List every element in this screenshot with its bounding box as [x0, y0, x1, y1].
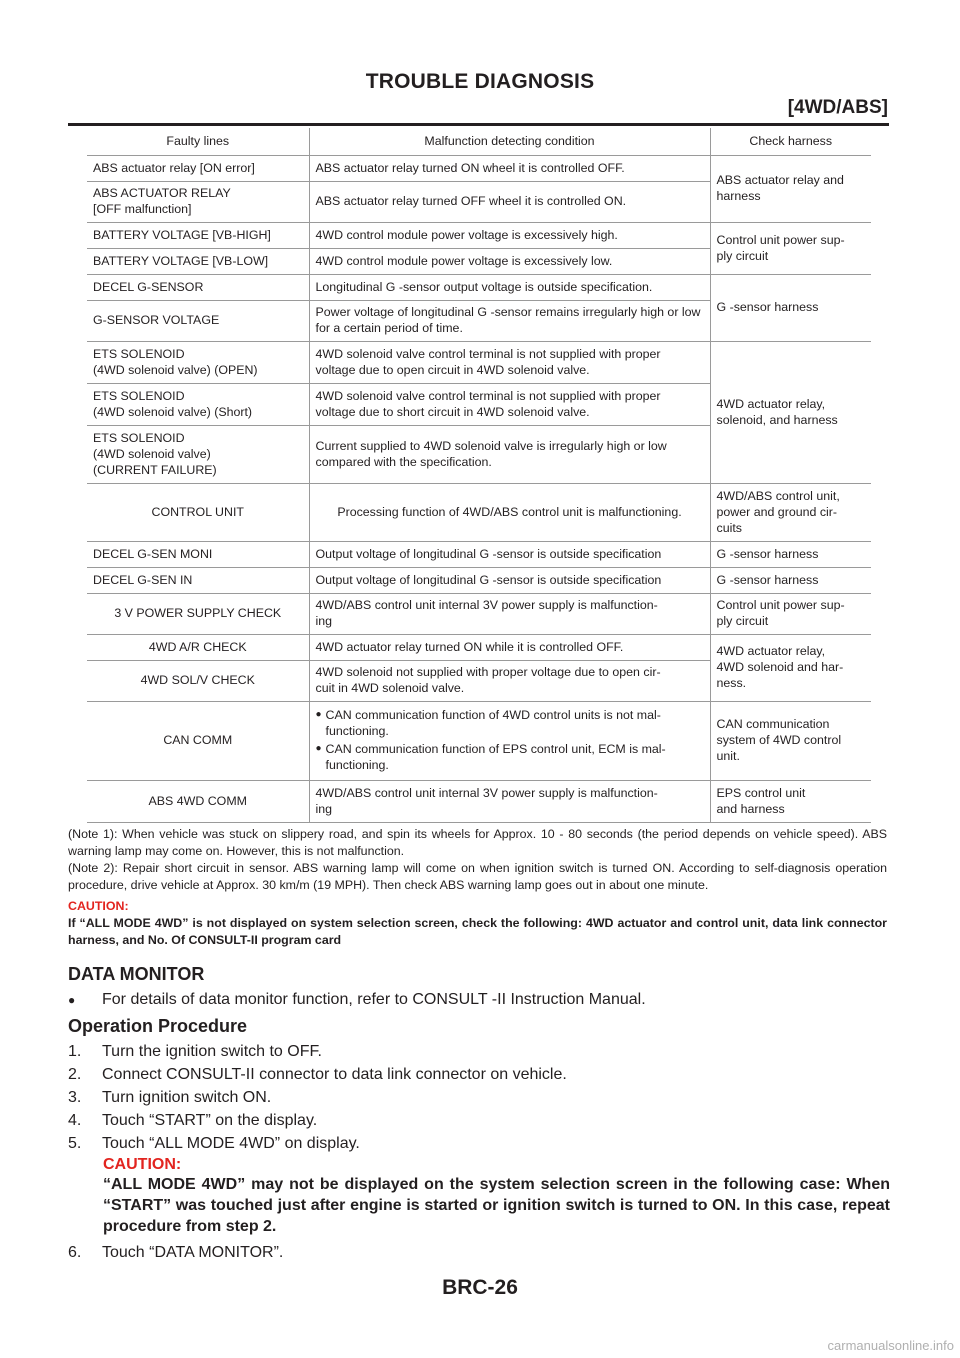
condition-cell: 4WD solenoid valve control terminal is not supplied with proper voltage due to short circuit in 4WD solenoid valve. [309, 384, 710, 426]
faulty-line-cell: DECEL G-SENSOR [87, 275, 309, 301]
page-number: BRC-26 [442, 1276, 518, 1299]
bullet-icon: ● [315, 743, 322, 754]
faulty-line-cell: ETS SOLENOID (4WD solenoid valve) (CURRENT FAILURE) [87, 426, 309, 484]
bullet-text: CAN communication function of 4WD control units is not mal- functioning. [325, 708, 661, 738]
condition-cell: 4WD/ABS control unit internal 3V power supply is malfunction- ing [309, 781, 710, 823]
condition-cell: Power voltage of longitudinal G -sensor remains irregularly high or low for a certain period of time. [309, 301, 710, 342]
table-row [87, 781, 871, 823]
table-row [87, 342, 871, 384]
watermark: carmanualsonline.info [827, 1338, 954, 1353]
column-header: Faulty lines [87, 128, 309, 156]
table-row [87, 275, 871, 301]
column-header: Check harness [710, 128, 871, 156]
step-text: Turn the ignition switch to OFF. [102, 1043, 322, 1060]
caution-label: CAUTION: [68, 899, 129, 913]
note-1: (Note 1): When vehicle was stuck on slippery road, and spin its wheels for Approx. 10 - 80 seconds (the period depends on vehicle speed). ABS warning lamp may come on. However, this is not malfunction. [68, 827, 887, 858]
condition-cell: 4WD solenoid not supplied with proper voltage due to open cir- cuit in 4WD solenoid valve. [309, 661, 710, 702]
check-harness-cell: G -sensor harness [710, 542, 871, 568]
check-harness-cell: 4WD actuator relay, 4WD solenoid and har- ness. [710, 635, 871, 702]
table-row [87, 156, 871, 182]
table-header-row [87, 128, 871, 156]
condition-cell: Output voltage of longitudinal G -sensor is outside specification [309, 568, 710, 594]
bullet-text: CAN communication function of EPS control unit, ECM is mal- functioning. [325, 742, 666, 772]
step-text: Turn ignition switch ON. [102, 1089, 272, 1106]
condition-cell: 4WD control module power voltage is excessively high. [309, 223, 710, 249]
notes-section [68, 826, 887, 949]
step-caution-text: “ALL MODE 4WD” may not be displayed on the system selection screen in the following case: When “START” was touched just after engine is started or ignition switch is turned to ON. In this case, repeat procedure from step 2. [103, 1176, 890, 1235]
step-caution [103, 1155, 890, 1237]
dtc-table [87, 128, 871, 823]
step-text: Touch “ALL MODE 4WD” on display. [102, 1135, 360, 1152]
table-row [87, 568, 871, 594]
step-number: 5. [68, 1135, 82, 1152]
check-harness-cell: ABS actuator relay and harness [710, 156, 871, 223]
condition-cell: 4WD actuator relay turned ON while it is controlled OFF. [309, 635, 710, 661]
step-item [68, 1088, 890, 1111]
check-harness-cell: CAN communication system of 4WD control unit. [710, 702, 871, 781]
faulty-line-cell: ETS SOLENOID (4WD solenoid valve) (Short) [87, 384, 309, 426]
data-monitor-heading: DATA MONITOR [68, 964, 205, 984]
step-item [68, 1042, 890, 1065]
step-number: 1. [68, 1043, 82, 1060]
condition-cell [309, 702, 710, 781]
check-harness-cell: 4WD actuator relay, solenoid, and harness [710, 342, 871, 484]
faulty-line-cell: ETS SOLENOID (4WD solenoid valve) (OPEN) [87, 342, 309, 384]
step-number: 2. [68, 1066, 82, 1083]
table-row [87, 542, 871, 568]
condition-cell: Longitudinal G -sensor output voltage is outside specification. [309, 275, 710, 301]
data-monitor-bullet [68, 991, 646, 1010]
check-harness-cell: Control unit power sup- ply circuit [710, 594, 871, 635]
condition-cell: 4WD control module power voltage is excessively low. [309, 249, 710, 275]
condition-bullet [316, 707, 704, 739]
step-caution-label: CAUTION: [103, 1156, 182, 1173]
faulty-line-cell: 4WD SOL/V CHECK [87, 661, 309, 702]
condition-cell: 4WD/ABS control unit internal 3V power supply is malfunction- ing [309, 594, 710, 635]
bullet-icon: ● [68, 993, 76, 1007]
faulty-line-cell: CONTROL UNIT [87, 484, 309, 542]
condition-cell: ABS actuator relay turned ON wheel it is controlled OFF. [309, 156, 710, 182]
step-number: 6. [68, 1244, 82, 1261]
faulty-line-cell: DECEL G-SEN IN [87, 568, 309, 594]
step-item [68, 1111, 890, 1134]
condition-bullet [316, 741, 704, 773]
condition-cell: Processing function of 4WD/ABS control unit is malfunctioning. [309, 484, 710, 542]
operation-steps [68, 1042, 890, 1266]
check-harness-cell: EPS control unit and harness [710, 781, 871, 823]
note-2: (Note 2): Repair short circuit in sensor. ABS warning lamp will come on when ignition switch is turned ON. According to self-diagnosis operation procedure, drive vehicle at Approx. 30 km/m (19 MPH). Then check ABS warning lamp goes out in about one minute. [68, 861, 887, 892]
faulty-line-cell: BATTERY VOLTAGE [VB-LOW] [87, 249, 309, 275]
step-text: Touch “START” on the display. [102, 1112, 318, 1129]
data-monitor-bullet-text: For details of data monitor function, refer to CONSULT -II Instruction Manual. [102, 991, 646, 1008]
bullet-icon: ● [315, 709, 322, 720]
check-harness-cell: G -sensor harness [710, 275, 871, 342]
page-title: TROUBLE DIAGNOSIS [365, 70, 595, 93]
step-item [68, 1134, 890, 1157]
step-text: Touch “DATA MONITOR”. [102, 1244, 284, 1261]
table-row [87, 635, 871, 661]
step-number: 3. [68, 1089, 82, 1106]
table-row [87, 702, 871, 781]
faulty-line-cell: ABS ACTUATOR RELAY [OFF malfunction] [87, 182, 309, 223]
section-label: [4WD/ABS] [787, 97, 888, 118]
table-row [87, 594, 871, 635]
faulty-line-cell: ABS actuator relay [ON error] [87, 156, 309, 182]
operation-heading: Operation Procedure [68, 1016, 248, 1036]
caution-text: If “ALL MODE 4WD” is not displayed on system selection screen, check the following: 4WD actuator and control unit, data link connector harness, and No. Of CONSULT-II program card [68, 916, 887, 947]
faulty-line-cell: 3 V POWER SUPPLY CHECK [87, 594, 309, 635]
faulty-line-cell: CAN COMM [87, 702, 309, 781]
table-row [87, 223, 871, 249]
faulty-line-cell: DECEL G-SEN MONI [87, 542, 309, 568]
faulty-line-cell: BATTERY VOLTAGE [VB-HIGH] [87, 223, 309, 249]
faulty-line-cell: G-SENSOR VOLTAGE [87, 301, 309, 342]
table-row [87, 484, 871, 542]
condition-cell: Output voltage of longitudinal G -sensor is outside specification [309, 542, 710, 568]
condition-cell: 4WD solenoid valve control terminal is not supplied with proper voltage due to open circuit in 4WD solenoid valve. [309, 342, 710, 384]
step-item [68, 1243, 890, 1266]
step-text: Connect CONSULT-II connector to data link connector on vehicle. [102, 1066, 567, 1083]
header-divider [68, 123, 889, 126]
faulty-line-cell: ABS 4WD COMM [87, 781, 309, 823]
check-harness-cell: G -sensor harness [710, 568, 871, 594]
condition-cell: Current supplied to 4WD solenoid valve is irregularly high or low compared with the specification. [309, 426, 710, 484]
faulty-line-cell: 4WD A/R CHECK [87, 635, 309, 661]
check-harness-cell: Control unit power sup- ply circuit [710, 223, 871, 275]
column-header: Malfunction detecting condition [309, 128, 710, 156]
step-item [68, 1065, 890, 1088]
check-harness-cell: 4WD/ABS control unit, power and ground cir- cuits [710, 484, 871, 542]
step-number: 4. [68, 1112, 82, 1129]
condition-cell: ABS actuator relay turned OFF wheel it is controlled ON. [309, 182, 710, 223]
